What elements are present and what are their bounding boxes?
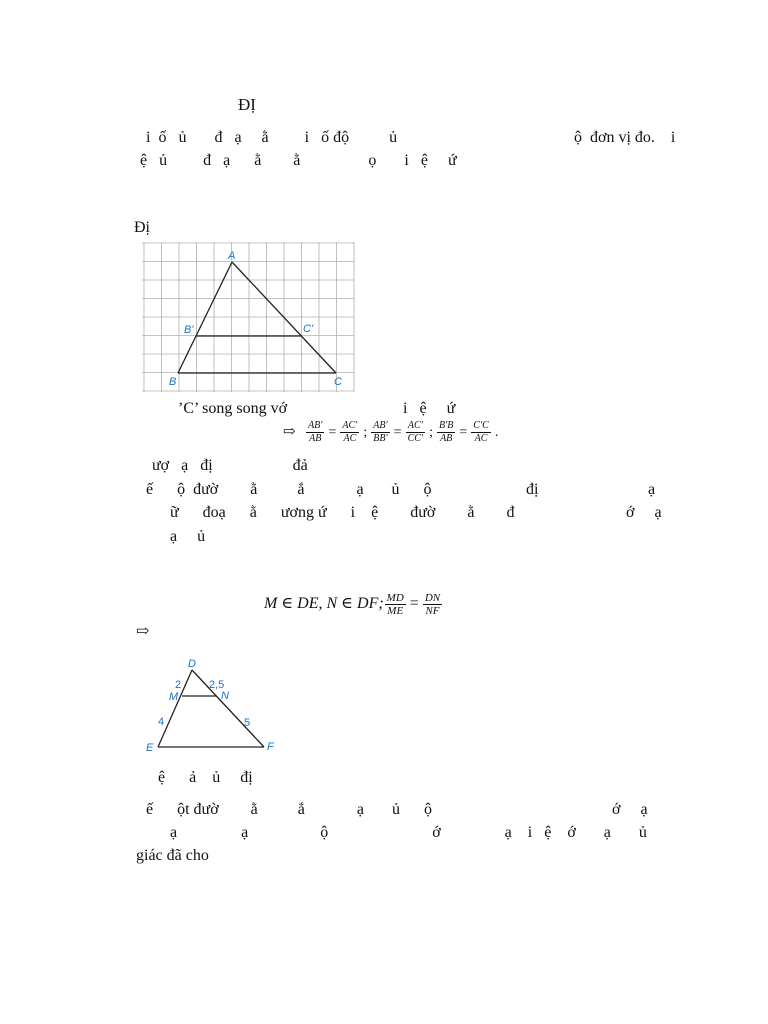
corollary-line-1a: ế ột đườ ằ ắ ạ ủ ộ — [146, 801, 432, 818]
ratio-fraction: $\frac{AC'}{AC}$ — [342, 420, 358, 444]
triangle-grid-figure — [140, 240, 356, 398]
ratio-fraction: $\frac{C'C}{AC}$ — [473, 420, 489, 444]
corollary-line-2: ạ ạ ộ ớ ạ i ệ ớ ạ ủ — [170, 824, 647, 841]
length-dn: 2,5 — [209, 679, 225, 691]
intro-line-1-left: i ố ủ đ ạ ằ i ố độ ủ — [146, 129, 398, 146]
ratio-dn-nf: $\frac{DN}{NF}$ — [424, 592, 441, 617]
label-c-prime: C' — [303, 323, 314, 335]
ratio-md-me: $\frac{MD}{ME}$ — [386, 592, 404, 617]
corollary-line-3: giác đã cho — [136, 847, 209, 864]
implies-arrow-2: ⇨ — [136, 623, 150, 640]
implies-arrow: ⇨ — [283, 423, 296, 440]
ratio-equation: ⇨ $\frac{AB'}{AB}$ = $\frac{AC'}{AC}$ ; $\frac{AB'}{BB'}$ = $\frac{AC'}{CC'}$ ; $\frac{B'B}{AB}$ = $\frac{C'C}{AC}$ . — [283, 420, 499, 444]
example-condition: M ∈ DE, N ∈ DF; $\frac{MD}{ME}$ = $\frac{DN}{NF}$ — [264, 592, 441, 617]
page-heading: ĐỊ — [238, 95, 256, 114]
length-me: 4 — [158, 716, 165, 728]
corollary-line-1b: ớ ạ — [612, 801, 648, 818]
label-f: F — [267, 741, 274, 753]
parallel-statement: ’C’ song song vớ i ệ ứ — [178, 400, 456, 417]
label-n: N — [221, 690, 229, 702]
length-dm: 2 — [175, 679, 182, 691]
side-df — [192, 670, 264, 747]
consequence-line-2b: ớ ạ — [626, 504, 662, 521]
label-b: B — [169, 376, 177, 388]
label-b-prime: B' — [184, 324, 194, 336]
consequence-line-1b: đị — [526, 481, 539, 498]
ratio-fraction: $\frac{AB'}{BB'}$ — [373, 420, 388, 444]
theorem-label: Đị — [134, 219, 150, 236]
consequence-line-1c: ạ — [648, 481, 656, 498]
label-m: M — [169, 691, 179, 703]
intro-line-2: ệ ủ đ ạ ằ ằ ọ i ệ ứ — [140, 152, 457, 169]
label-a: A — [228, 250, 236, 262]
label-e: E — [146, 742, 154, 754]
consequence-line-1a: ế ộ đườ ằ ắ ạ ủ ộ — [146, 481, 432, 498]
length-nf: 5 — [244, 717, 251, 729]
consequence-line-2a: ữ đoạ ằ ương ứ i ệ đườ ằ đ — [170, 504, 515, 521]
ratio-fraction: $\frac{AC'}{CC'}$ — [407, 420, 424, 444]
label-c: C — [334, 376, 342, 388]
side-ab — [178, 262, 232, 373]
converse-intro: ượ ạ đị đả — [152, 457, 308, 474]
consequence-line-3: ạ ủ — [170, 528, 206, 545]
triangle-def-figure — [140, 655, 290, 755]
grid — [142, 242, 354, 392]
ratio-fraction: $\frac{B'B}{AB}$ — [438, 420, 454, 444]
figure2-caption: ệ ả ủ đị — [158, 769, 253, 786]
label-d: D — [188, 658, 196, 670]
intro-line-1-right: ộ đơn vị đo. i — [574, 129, 676, 146]
ratio-fraction: $\frac{AB'}{AB}$ — [308, 420, 323, 444]
